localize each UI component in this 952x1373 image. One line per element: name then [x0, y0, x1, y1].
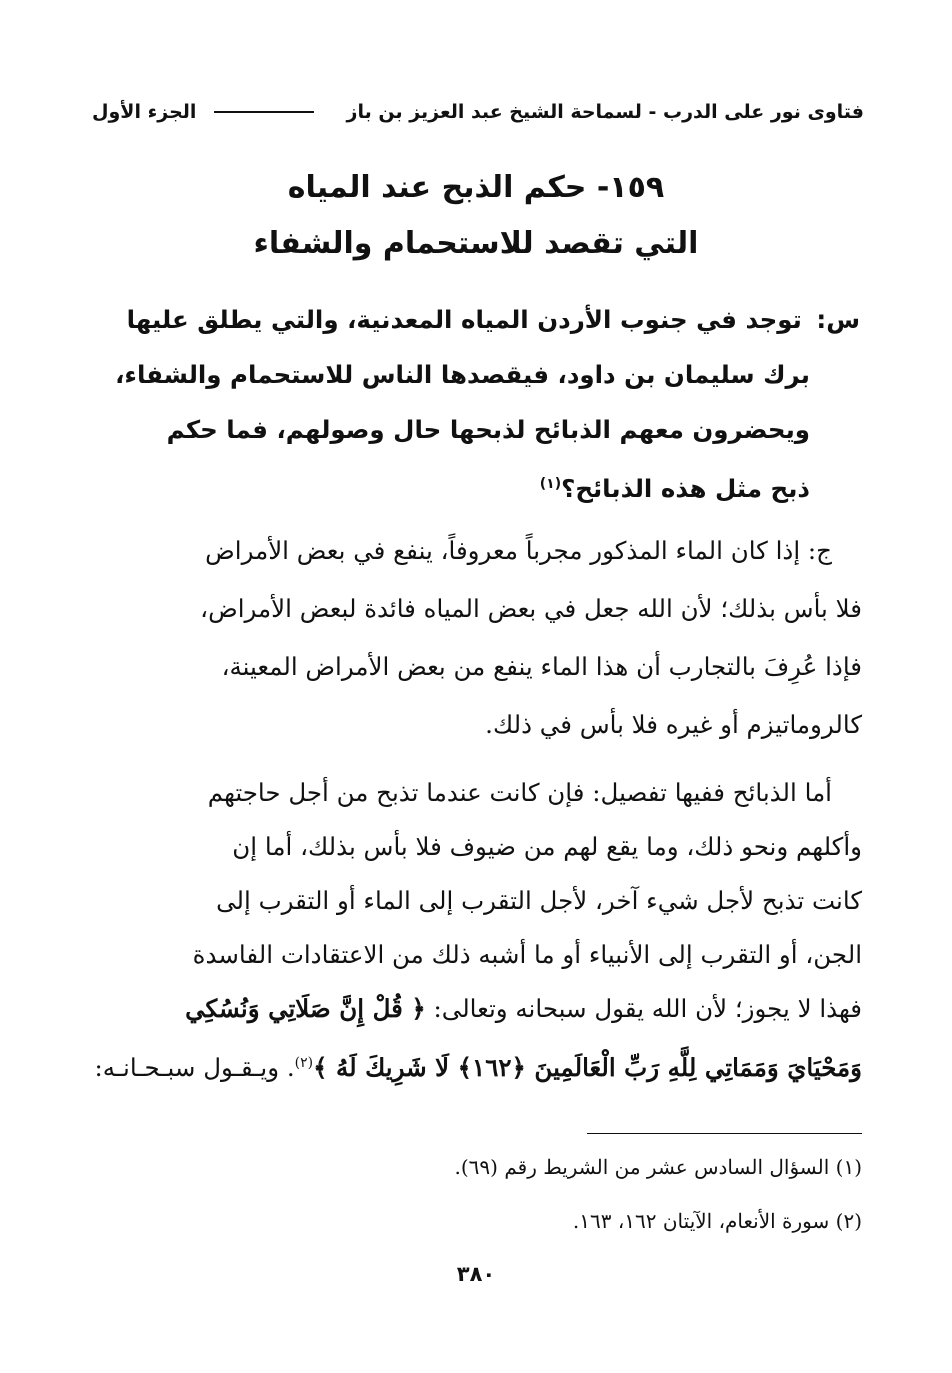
page-number: ٣٨٠ [456, 1262, 496, 1286]
footnote-ref-1: (١) [539, 476, 562, 492]
question-text-1: توجد في جنوب الأردن المياه المعدنية، والتي يطلق عليها [126, 305, 802, 334]
details-line-2: وأكلهم ونحو ذلك، وما يقع لهم من ضيوف فلا بأس بذلك، أما إن [232, 832, 862, 861]
volume-label: الجزء الأول [92, 101, 197, 123]
question-marker: س: [816, 305, 860, 334]
question-block [115, 292, 860, 516]
book-title: فتاوى نور على الدرب - لسماحة الشيخ عبد العزيز بن باز [346, 101, 864, 123]
fatwa-title-line-2: التي تقصد للاستحمام والشفاء [253, 226, 699, 261]
answer-line-2: فلا بأس بذلك؛ لأن الله جعل في بعض المياه فائدة لبعض الأمراض، [200, 594, 862, 623]
answer-line-3: فإذا عُرِفَ بالتجارب أن هذا الماء ينفع من بعض الأمراض المعينة، [221, 652, 862, 681]
footnote-separator [587, 1133, 862, 1134]
answer-line-4: كالروماتيزم أو غيره فلا بأس في ذلك. [485, 710, 862, 739]
question-line-2: برك سليمان بن داود، فيقصدها الناس للاستحمام والشفاء، [115, 360, 810, 389]
fatwa-title-line-1: ١٥٩- حكم الذبح عند المياه [287, 170, 665, 205]
details-line-3: كانت تذبح لأجل شيء آخر، لأجل التقرب إلى الماء أو التقرب إلى [216, 886, 862, 915]
question-line-1 [118, 292, 860, 347]
question-line-3: ويحضرون معهم الذبائح لذبحها حال وصولهم، فما حكم [166, 415, 810, 444]
details-line-1: أما الذبائح ففيها تفصيل: فإن كانت عندما تذبح من أجل حاجتهم [207, 778, 832, 807]
details-block [90, 766, 862, 1095]
question-text-4: ذبح مثل هذه الذبائح؟ [561, 474, 810, 504]
footnote-1: (١) السؤال السادس عشر من الشريط رقم (٦٩). [454, 1155, 862, 1179]
details-line-4: الجن، أو التقرب إلى الأنبياء أو ما أشبه ذلك من الاعتقادات الفاسدة [192, 940, 862, 969]
details-continuation: . ويـقـول سبـحـانـه: [94, 1053, 295, 1083]
quran-verse-part-1: ﴿ قُلْ إِنَّ صَلَاتِي وَنُسُكِي [185, 994, 426, 1023]
details-line-5 [90, 982, 862, 1036]
details-text-5: فهذا لا يجوز؛ لأن الله يقول سبحانه وتعالى: [433, 994, 862, 1023]
footnote-2: (٢) سورة الأنعام، الآيتان ١٦٢، ١٦٣. [572, 1209, 862, 1233]
volume-group [92, 101, 322, 123]
question-line-4 [118, 457, 860, 516]
answer-block [90, 522, 862, 754]
answer-line-1: ج: إذا كان الماء المذكور مجرباً معروفاً، ينفع في بعض الأمراض [205, 536, 832, 565]
footnote-ref-2: (٢) [294, 1055, 314, 1071]
details-line-6 [90, 1036, 862, 1095]
footnotes [90, 1140, 862, 1248]
quran-verse-part-2: وَمَحْيَايَ وَمَمَاتِي لِلَّهِ رَبِّ الْعَالَمِينَ ﴿١٦٢﴾ لَا شَرِيكَ لَهُ ﴾ [313, 1053, 862, 1083]
running-header [92, 92, 864, 132]
header-rule [214, 111, 314, 113]
fatwa-title [120, 160, 832, 272]
